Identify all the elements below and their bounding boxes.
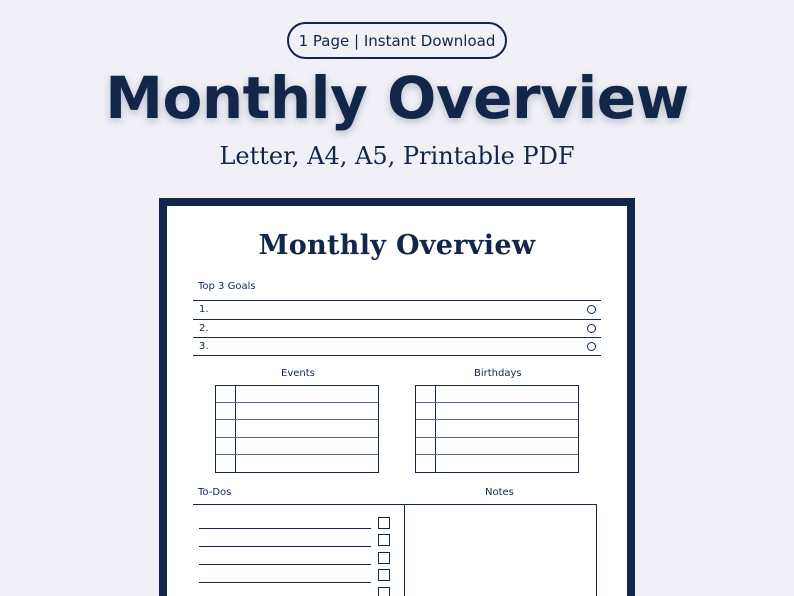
birthdays-label: Birthdays	[474, 368, 522, 379]
notes-label: Notes	[485, 487, 514, 498]
planner-sheet	[167, 206, 627, 596]
table-row	[416, 438, 578, 455]
table-row	[416, 420, 578, 437]
hero-title: Monthly Overview	[105, 64, 689, 132]
table-row	[216, 386, 378, 403]
todo-checkbox-icon	[378, 587, 390, 596]
table-row	[416, 403, 578, 420]
sheet-title: Monthly Overview	[258, 230, 536, 261]
todo-line	[199, 528, 371, 529]
todo-line	[199, 546, 371, 547]
goal-row	[193, 337, 601, 356]
table-row	[216, 403, 378, 420]
goal-number: 1.	[199, 304, 209, 316]
birthdays-table	[415, 385, 579, 473]
table-row	[416, 455, 578, 472]
table-row	[216, 420, 378, 437]
todos-label: To-Dos	[198, 487, 232, 498]
planner-preview-frame	[159, 198, 635, 596]
todo-line	[199, 582, 371, 583]
product-badge: 1 Page | Instant Download	[287, 22, 507, 59]
table-row	[216, 455, 378, 472]
table-row	[416, 386, 578, 403]
goals-list	[193, 300, 601, 356]
goal-circle-icon	[587, 342, 596, 351]
notes-box	[405, 504, 597, 596]
goals-label: Top 3 Goals	[198, 281, 256, 292]
hero-subtitle: Letter, A4, A5, Printable PDF	[219, 142, 575, 170]
todo-checkbox-icon	[378, 534, 390, 546]
todos-top-rule	[193, 504, 405, 505]
todo-checkbox-icon	[378, 569, 390, 581]
goal-number: 3.	[199, 340, 209, 352]
goal-row	[193, 300, 601, 319]
todo-checkbox-icon	[378, 517, 390, 529]
goal-row	[193, 319, 601, 338]
table-row	[216, 438, 378, 455]
todo-line	[199, 564, 371, 565]
goal-circle-icon	[587, 305, 596, 314]
goal-circle-icon	[587, 324, 596, 333]
events-table	[215, 385, 379, 473]
todo-checkbox-icon	[378, 552, 390, 564]
events-label: Events	[281, 368, 315, 379]
goal-number: 2.	[199, 322, 209, 334]
